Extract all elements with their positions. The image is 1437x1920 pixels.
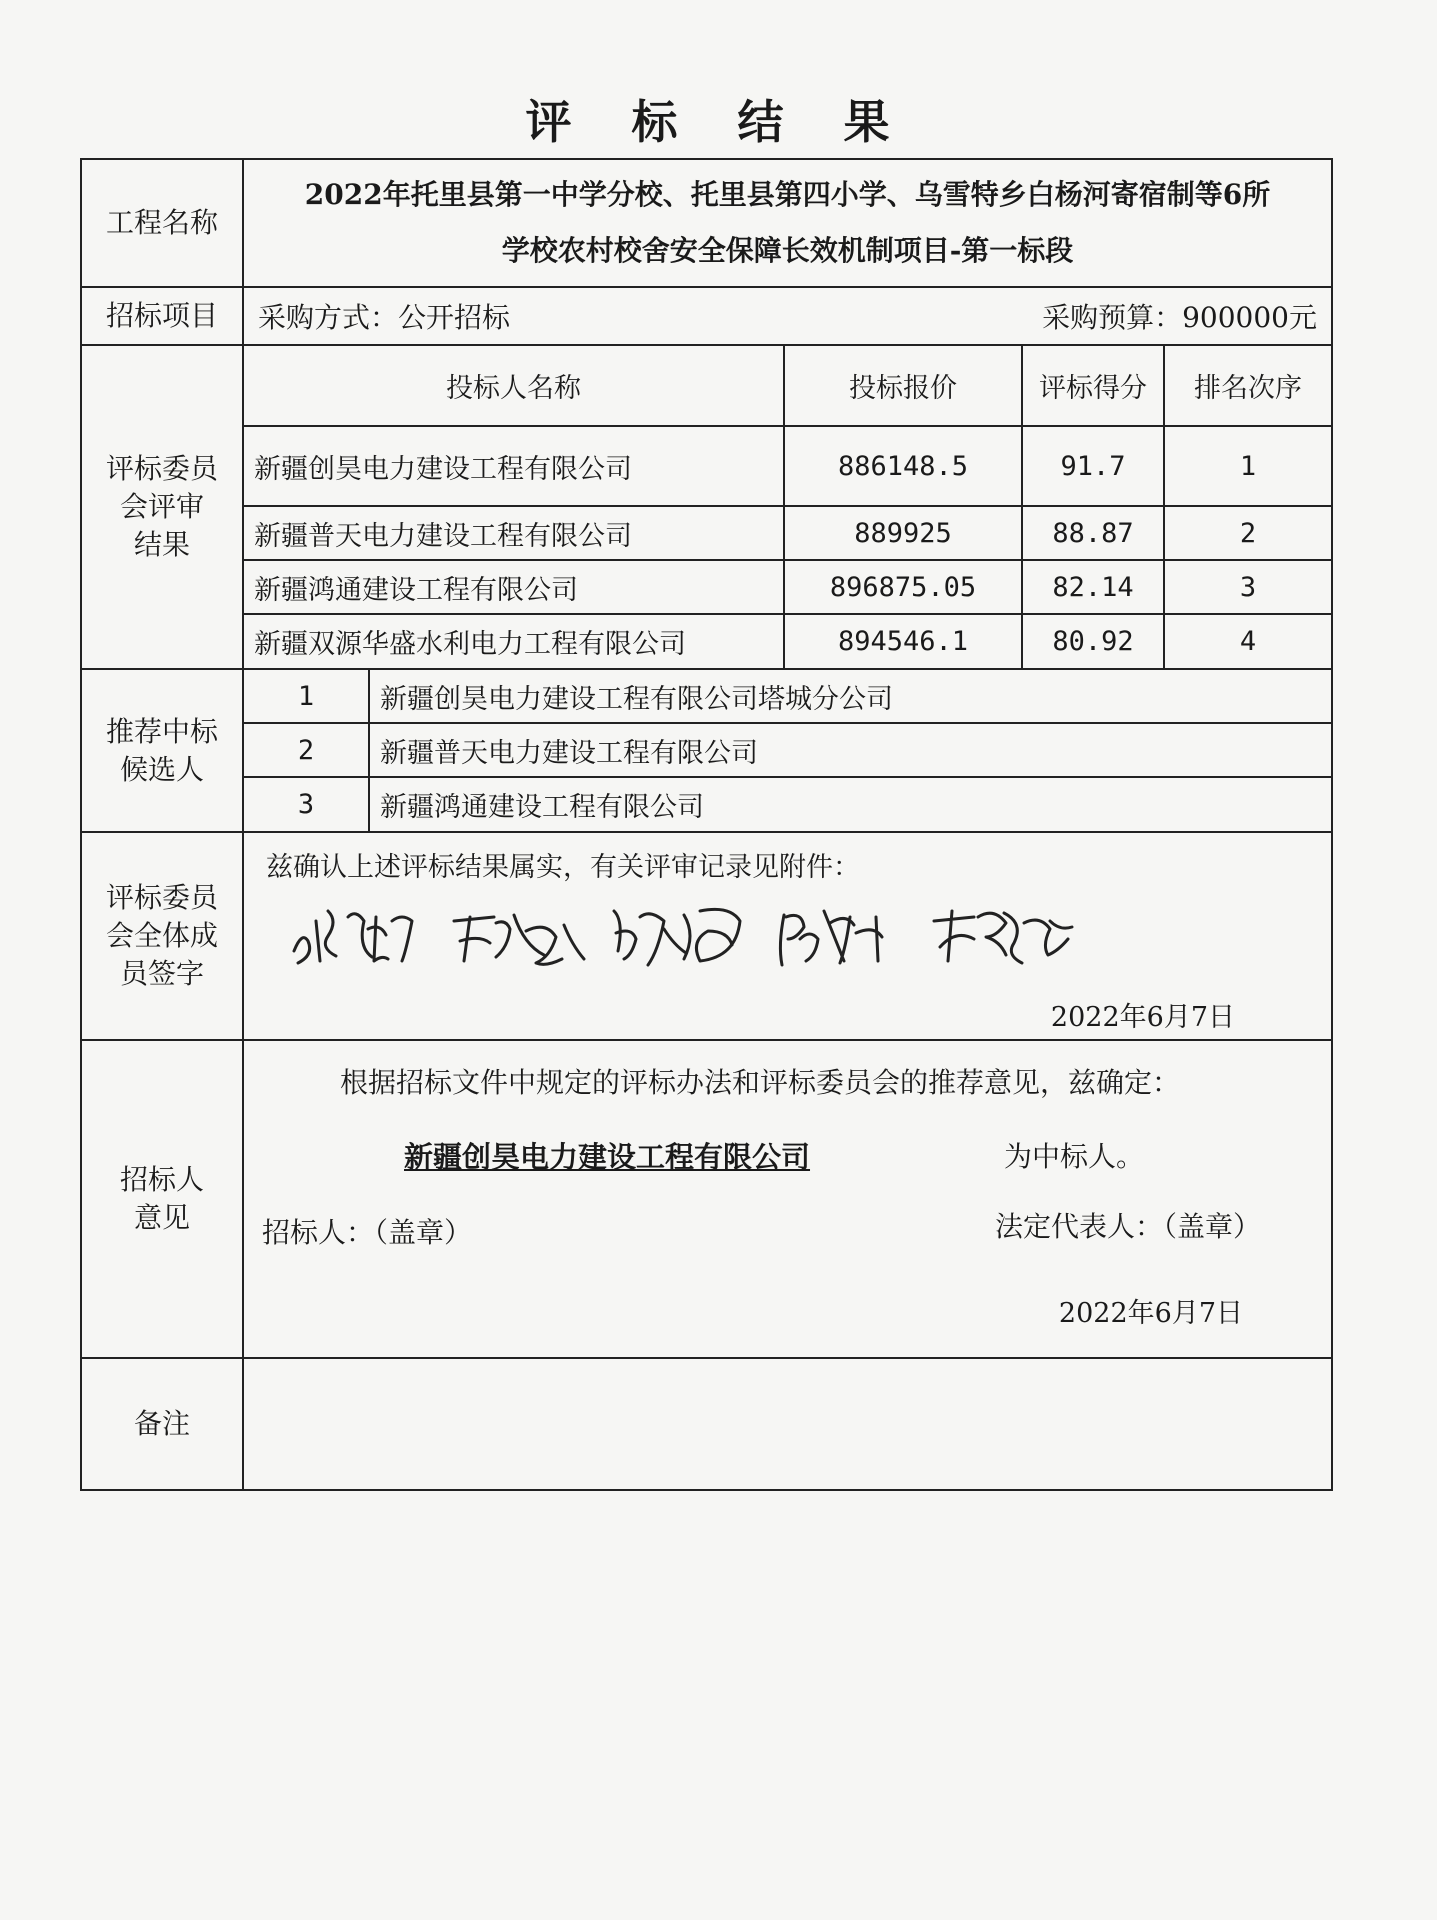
bid-price: 889925 <box>784 506 1022 560</box>
candidates-label <box>81 669 243 832</box>
signatures-label-line: 评标委员 <box>105 881 218 914</box>
remarks-label: 备注 <box>81 1358 243 1490</box>
remarks-cell <box>243 1358 1332 1490</box>
list-item <box>244 723 1331 777</box>
review-result-cell <box>243 345 1332 669</box>
winning-bidder-suffix: 为中标人。 <box>1004 1140 1145 1173</box>
header-rank: 排名次序 <box>1164 346 1331 426</box>
review-result-label <box>81 345 243 669</box>
candidate-number: 2 <box>244 723 369 777</box>
signatures-label <box>81 832 243 1040</box>
candidates-label-line: 候选人 <box>119 752 204 786</box>
bid-table-header <box>244 346 1331 426</box>
opinion-date: 2022年6月7日 <box>1058 1298 1243 1329</box>
tender-item-label: 招标项目 <box>81 287 243 345</box>
signatures-label-line: 员签字 <box>119 957 204 990</box>
list-item <box>244 777 1331 831</box>
table-row <box>244 426 1331 506</box>
list-item <box>244 670 1331 723</box>
bid-rank: 2 <box>1164 506 1331 560</box>
bidder-name: 新疆双源华盛水利电力工程有限公司 <box>244 614 784 668</box>
opinion-label-line: 招标人 <box>119 1163 204 1196</box>
signature-3 <box>614 909 740 965</box>
signatures-label-line: 会全体成 <box>105 919 218 952</box>
bidder-name: 新疆创昊电力建设工程有限公司 <box>244 426 784 506</box>
handwritten-signatures-image <box>264 881 1264 981</box>
procurement-method: 采购方式：公开招标 <box>258 301 511 334</box>
procurement-budget: 采购预算：900000元 <box>1042 301 1317 334</box>
candidates-table <box>244 670 1331 831</box>
bid-rank: 1 <box>1164 426 1331 506</box>
bid-score: 88.87 <box>1022 506 1164 560</box>
signature-4 <box>780 911 882 965</box>
table-row <box>244 560 1331 614</box>
bid-rank: 4 <box>1164 614 1331 668</box>
signature-1 <box>294 911 412 963</box>
header-bidder-name: 投标人名称 <box>244 346 784 426</box>
legal-representative-seal: 法定代表人：（盖章） <box>994 1210 1261 1243</box>
review-label-line: 结果 <box>133 528 190 561</box>
winning-bidder: 新疆创昊电力建设工程有限公司 <box>404 1140 811 1174</box>
opinion-label-line: 意见 <box>133 1201 190 1234</box>
page-title: 评 标 结 果 <box>525 95 912 149</box>
project-name-line-1: 2022年托里县第一中学分校、托里县第四小学、乌雪特乡白杨河寄宿制等6所 <box>304 178 1271 211</box>
tender-item-cell <box>243 287 1332 345</box>
candidates-label-line: 推荐中标 <box>105 714 218 748</box>
review-label-line: 会评审 <box>119 490 204 523</box>
candidate-name: 新疆普天电力建设工程有限公司 <box>369 723 1331 777</box>
tenderer-opinion-cell <box>243 1040 1332 1358</box>
bid-price: 896875.05 <box>784 560 1022 614</box>
bid-price: 886148.5 <box>784 426 1022 506</box>
bid-score: 91.7 <box>1022 426 1164 506</box>
bid-table <box>244 346 1331 668</box>
bid-rank: 3 <box>1164 560 1331 614</box>
project-name-label: 工程名称 <box>81 159 243 287</box>
bidder-name: 新疆鸿通建设工程有限公司 <box>244 560 784 614</box>
confirmation-statement: 兹确认上述评标结果属实，有关评审记录见附件： <box>266 852 860 883</box>
review-label-line: 评标委员 <box>105 452 218 485</box>
signatures-cell <box>243 832 1332 1040</box>
tenderer-seal: 招标人：（盖章） <box>262 1216 473 1249</box>
tenderer-opinion-label <box>81 1040 243 1358</box>
candidates-cell <box>243 669 1332 832</box>
bid-score: 82.14 <box>1022 560 1164 614</box>
bid-score: 80.92 <box>1022 614 1164 668</box>
opinion-statement: 根据招标文件中规定的评标办法和评标委员会的推荐意见，兹确定： <box>340 1066 1181 1099</box>
signature-date: 2022年6月7日 <box>1050 1002 1235 1033</box>
candidate-name: 新疆鸿通建设工程有限公司 <box>369 777 1331 831</box>
signature-5 <box>934 911 1072 963</box>
evaluation-form <box>80 158 1333 1491</box>
project-name-line-2: 学校农村校舍安全保障长效机制项目-第一标段 <box>501 234 1074 267</box>
header-score: 评标得分 <box>1022 346 1164 426</box>
candidate-number: 3 <box>244 777 369 831</box>
bidder-name: 新疆普天电力建设工程有限公司 <box>244 506 784 560</box>
table-row <box>244 506 1331 560</box>
table-row <box>244 614 1331 668</box>
header-bid-price: 投标报价 <box>784 346 1022 426</box>
signature-2 <box>454 915 584 964</box>
bid-price: 894546.1 <box>784 614 1022 668</box>
candidate-name: 新疆创昊电力建设工程有限公司塔城分公司 <box>369 670 1331 723</box>
project-name-cell <box>243 159 1332 287</box>
candidate-number: 1 <box>244 670 369 723</box>
